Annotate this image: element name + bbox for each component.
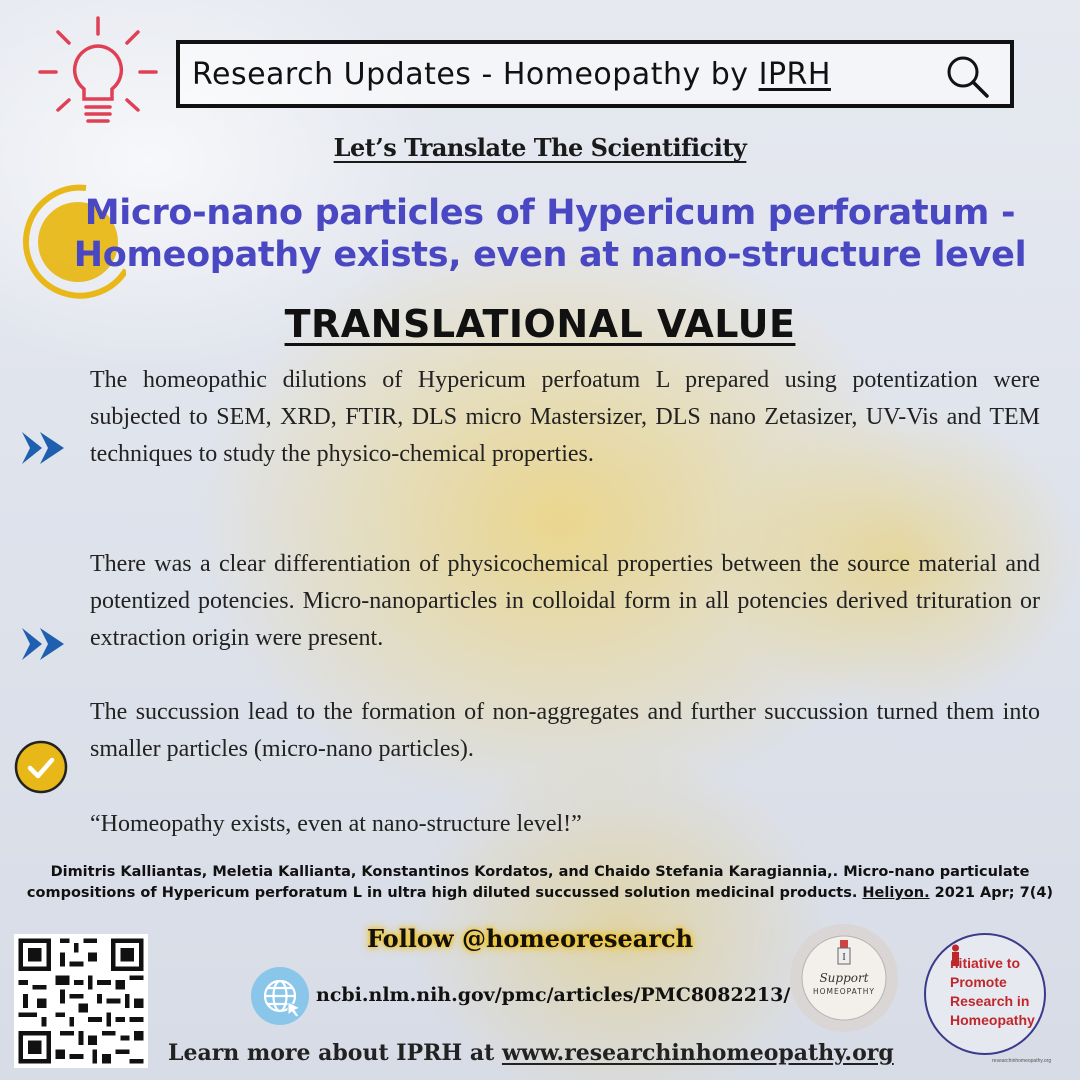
subtitle: Let’s Translate The Scientificity <box>333 133 747 162</box>
paragraph-succussion: The succussion lead to the formation of non-aggregates and further succussion turned them into smaller particles (micro-nano particles). <box>90 699 1040 762</box>
citation: Dimitris Kalliantas, Meletia Kallianta, Konstantinos Kordatos, and Chaido Stefania Karagiannia,. Micro-nano particulate compositions of Hypericum perforatum L in ultra high diluted succussed solution medicinal products. Heliyon. 2021 Apr; 7(4) <box>26 864 1054 901</box>
lightbulb-icon <box>36 14 160 138</box>
check-circle-icon <box>14 740 68 794</box>
section-title: TRANSLATIONAL VALUE <box>284 302 796 346</box>
qr-code[interactable] <box>14 934 148 1068</box>
headline: Micro-nano particles of Hypericum perforatum - Homeopathy exists, even at nano-structure level <box>73 193 1027 275</box>
page-title: Research Updates - Homeopathy by IPRH <box>192 56 831 92</box>
title-banner <box>176 40 1014 108</box>
support-homeopathy-logo <box>788 922 900 1034</box>
logo-initial: I <box>842 952 846 963</box>
quote: “Homeopathy exists, even at nano-structure level!” <box>90 811 582 837</box>
paragraph-methods: The homeopathic dilutions of Hypericum perfoatum L prepared using potentization were subjected to SEM, XRD, FTIR, DLS micro Mastersizer, DLS nano Zetasizer, UV-Vis and TEM techniques to study the physico-chemical properties. <box>90 367 1040 467</box>
ncbi-link[interactable]: ncbi.nlm.nih.gov/pmc/articles/PMC8082213/ <box>316 984 791 1006</box>
double-arrow-icon <box>20 430 66 466</box>
website-link[interactable]: www.researchinhomeopathy.org <box>501 1040 894 1066</box>
svg-text:HOMEOPATHY: HOMEOPATHY <box>812 987 876 996</box>
globe-icon <box>250 966 310 1026</box>
learn-more: Learn more about IPRH at www.researchinhomeopathy.org <box>168 1040 894 1066</box>
paragraph-findings: There was a clear differentiation of physicochemical properties between the source material and potentized potencies. Micro-nanoparticles in colloidal form in all potencies derived trituration or extraction origin were present. <box>90 551 1040 651</box>
follow-handle[interactable]: Follow @homeoresearch <box>366 924 694 953</box>
search-icon <box>944 53 990 99</box>
journal-link[interactable]: Heliyon. <box>862 885 930 901</box>
svg-text:Support: Support <box>819 971 869 985</box>
double-arrow-icon <box>20 626 66 662</box>
iprh-logo: nitiative to Promote Research in Homeopathy researchinhomeopathy.org <box>922 926 1052 1066</box>
